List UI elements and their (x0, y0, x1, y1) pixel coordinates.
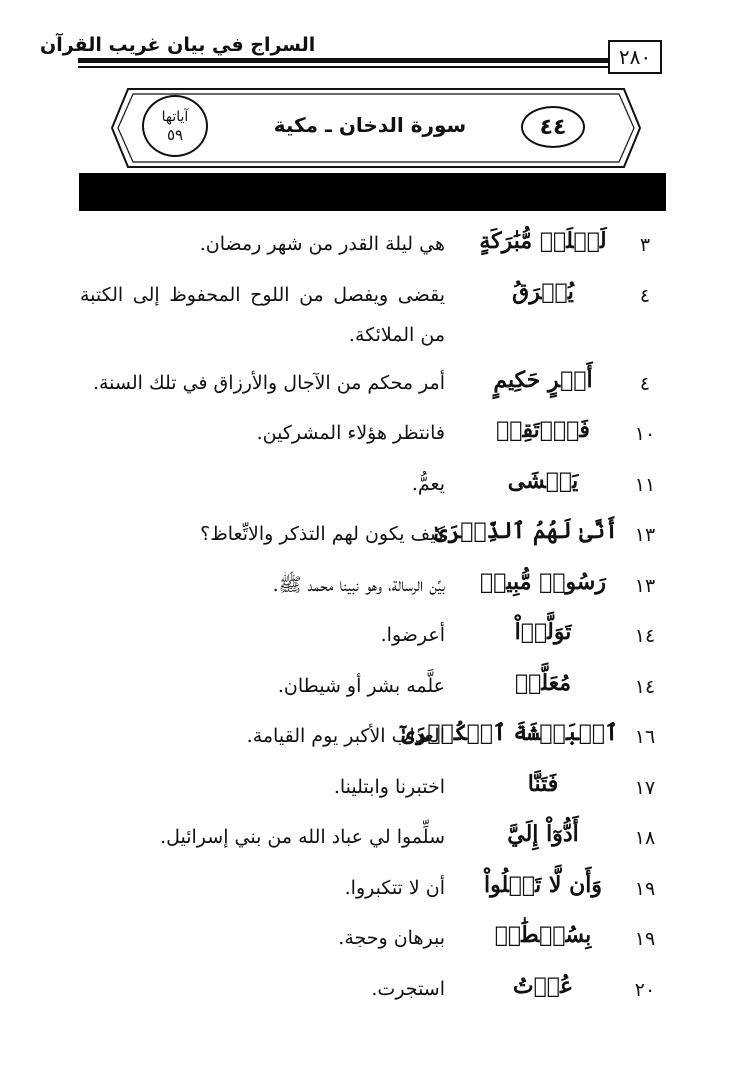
quran-word: أَنَّىٰ لَهُمُ ٱلذِّكۡرَىٰ (434, 518, 618, 544)
quran-word: أَدُّوٓاْ إِلَيَّ (507, 821, 579, 847)
ayah-number: ١٣ (634, 574, 656, 597)
word-meaning: اختبرنا وابتلينا. (333, 775, 445, 798)
word-meaning: بيِّن الرسالة، وهو نبينا محمد ﷺ. (272, 573, 445, 596)
ayah-number: ١٨ (634, 827, 656, 849)
quran-word: رَسُولٞ مُّبِينٞ (480, 568, 606, 595)
word-meaning: سلِّموا لي عباد الله من بني إسرائيل. (160, 826, 445, 848)
entry-row (80, 662, 670, 713)
ayah-number: ١٣ (634, 524, 656, 546)
quran-word: بِسُلۡطَٰنٖ (494, 922, 592, 948)
ayah-number: ٣ (639, 234, 651, 256)
ayah-number: ١٩ (634, 928, 656, 950)
entry-row (80, 712, 670, 763)
quran-word: أَمۡرٍ حَكِيمٍ (493, 366, 593, 393)
quran-word: يُفۡرَقُ (512, 278, 574, 305)
entry-row (80, 965, 670, 1016)
surah-name: سورة الدخان ـ مكية (273, 113, 467, 137)
quran-word: عُذۡتُ (512, 972, 574, 999)
ayah-number: ١٦ (634, 726, 656, 748)
entry-row (80, 864, 670, 915)
entry-row (80, 763, 670, 814)
quran-word: مُعَلَّمٞ (514, 669, 572, 696)
word-meaning: فانتظر هؤلاء المشركين. (256, 422, 445, 444)
word-meaning: أن لا تتكبروا. (344, 876, 445, 899)
ayat-count: ٥٩ (166, 126, 184, 144)
ayah-number: ١٧ (634, 776, 656, 799)
ayah-number: ١١ (634, 473, 656, 496)
header-rule-thin (78, 66, 608, 68)
entry-row (80, 611, 670, 662)
word-meaning: أعرضوا. (380, 624, 445, 646)
word-meaning: كيف يكون لهم التذكر والاتِّعاظ؟ (200, 523, 445, 545)
book-title: السراج في بيان غريب القرآن (40, 34, 316, 56)
ayah-number: ١٠ (634, 423, 656, 445)
surah-banner (110, 87, 642, 169)
entry-row (80, 510, 670, 561)
entry-list (80, 220, 670, 1015)
ayah-number: ١٩ (634, 877, 656, 900)
word-meaning: ببرهان وحجة. (338, 927, 445, 949)
entry-row (80, 813, 670, 864)
word-meaning: علَّمه بشر أو شيطان. (277, 674, 445, 697)
page-number: ٢٨٠ (608, 40, 662, 74)
entry-row (80, 271, 670, 359)
quran-word: لَيۡلَةٖ مُّبَٰرَكَةٍ (479, 228, 607, 254)
entry-row (80, 914, 670, 965)
black-band (79, 173, 666, 211)
surah-number: ٤٤ (521, 106, 585, 148)
ayah-number: ١٤ (634, 625, 656, 647)
word-meaning: يعمُّ. (411, 472, 445, 495)
word-meaning: أمر محكم من الآجال والأرزاق في تلك السنة. (92, 371, 445, 394)
entry-row (80, 220, 670, 271)
entry-row (80, 359, 670, 410)
entry-row (80, 409, 670, 460)
quran-word: تَوَلَّوۡاْ (514, 619, 572, 645)
quran-word: يَغۡشَى (507, 467, 579, 494)
word-meaning: العذاب الأكبر يوم القيامة. (246, 725, 445, 747)
ayah-number: ٤ (639, 372, 651, 395)
word-meaning: استجرت. (371, 977, 445, 1000)
word-meaning: هي ليلة القدر من شهر رمضان. (199, 233, 445, 255)
quran-word: ٱلۡبَطۡشَةَ ٱلۡكُبۡرَىٰٓ (401, 720, 618, 746)
quran-word: فَتَنَّا (527, 770, 559, 797)
entry-row (80, 460, 670, 511)
word-meaning: يقضى ويفصل من اللوح المحفوظ إلى الكتبة من الملائكة. (80, 283, 445, 346)
ayah-number: ٢٠ (634, 978, 656, 1001)
entry-row (80, 561, 670, 612)
ayah-number: ٤ (639, 284, 651, 307)
quran-word: وَأَن لَّا تَعۡلُواْ (483, 871, 603, 898)
ayat-label: آياتها (161, 109, 189, 125)
header-rule-thick (78, 58, 608, 63)
ayat-badge (142, 95, 208, 157)
quran-word: فَٱرۡتَقِبۡ (496, 417, 590, 443)
ayah-number: ١٤ (634, 675, 656, 698)
